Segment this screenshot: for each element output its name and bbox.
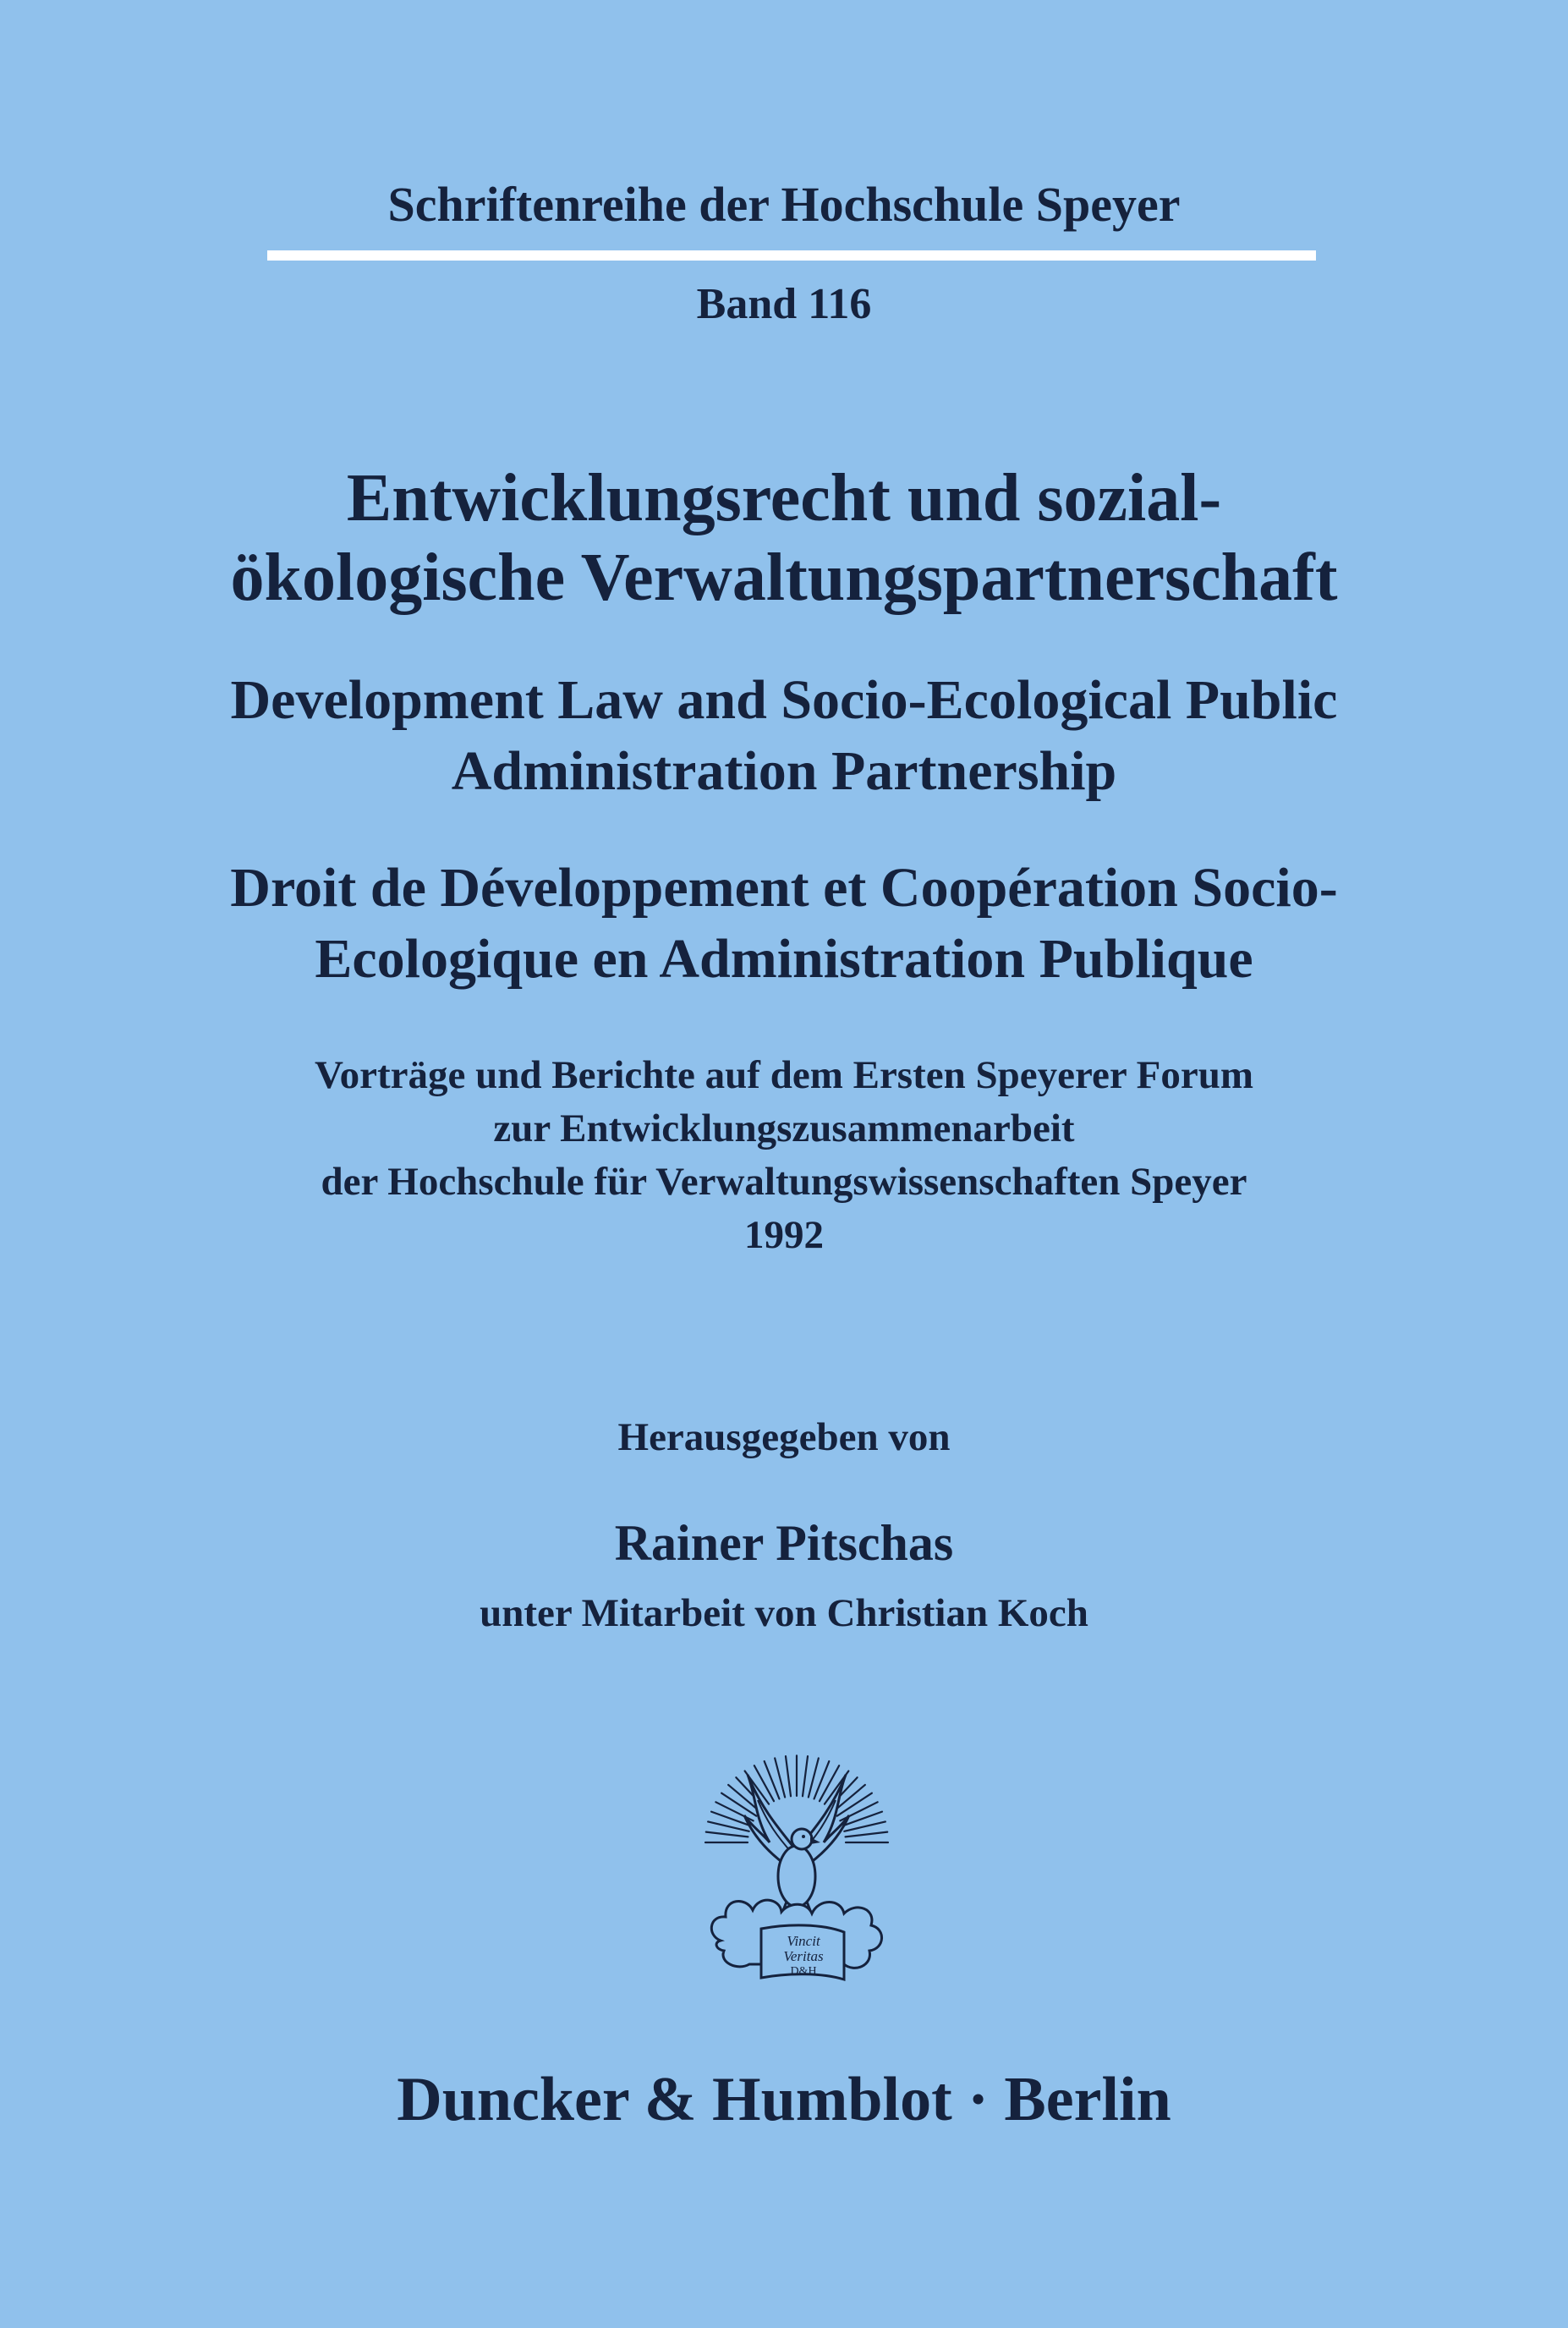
title-english-line: Administration Partnership xyxy=(451,740,1117,802)
volume-number: Band 116 xyxy=(696,280,872,328)
logo-text: Vincit xyxy=(787,1933,820,1949)
series-title: Schriftenreihe der Hochschule Speyer xyxy=(387,177,1181,232)
edited-by-label: Herausgegeben von xyxy=(617,1415,951,1459)
subtitle-year: 1992 xyxy=(744,1213,824,1257)
title-german-line: ökologische Verwaltungspartnerschaft xyxy=(230,541,1338,615)
title-english-line: Development Law and Socio-Ecological Public xyxy=(230,669,1338,731)
publisher: Duncker & Humblot · Berlin xyxy=(397,2065,1171,2134)
emblem-ray xyxy=(803,1756,808,1796)
logo-text: D&H xyxy=(790,1965,817,1978)
emblem-ray xyxy=(786,1756,791,1796)
subtitle-line: Vorträge und Berichte auf dem Ersten Speyerer Forum xyxy=(314,1053,1253,1097)
subtitle xyxy=(0,1049,1568,1262)
subtitle-line: zur Entwicklungszusammenarbeit xyxy=(493,1106,1075,1150)
logo-text: Veritas xyxy=(783,1948,824,1964)
emblem-ray xyxy=(846,1832,888,1837)
title-german xyxy=(0,458,1568,618)
divider-rule xyxy=(267,250,1316,261)
title-french-line: Droit de Développement et Coopération Socio- xyxy=(230,857,1338,919)
editor-name: Rainer Pitschas xyxy=(614,1515,954,1571)
title-german-line: Entwicklungsrecht und sozial- xyxy=(346,461,1222,535)
phoenix-emblem-icon xyxy=(695,1749,898,1988)
collaboration-note: unter Mitarbeit von Christian Koch xyxy=(480,1591,1088,1635)
title-french-line: Ecologique en Administration Publique xyxy=(315,928,1253,990)
emblem-ray xyxy=(706,1832,748,1837)
title-english xyxy=(0,665,1568,807)
title-french xyxy=(0,853,1568,995)
subtitle-line: der Hochschule für Verwaltungswissenschaften Speyer xyxy=(321,1160,1247,1204)
